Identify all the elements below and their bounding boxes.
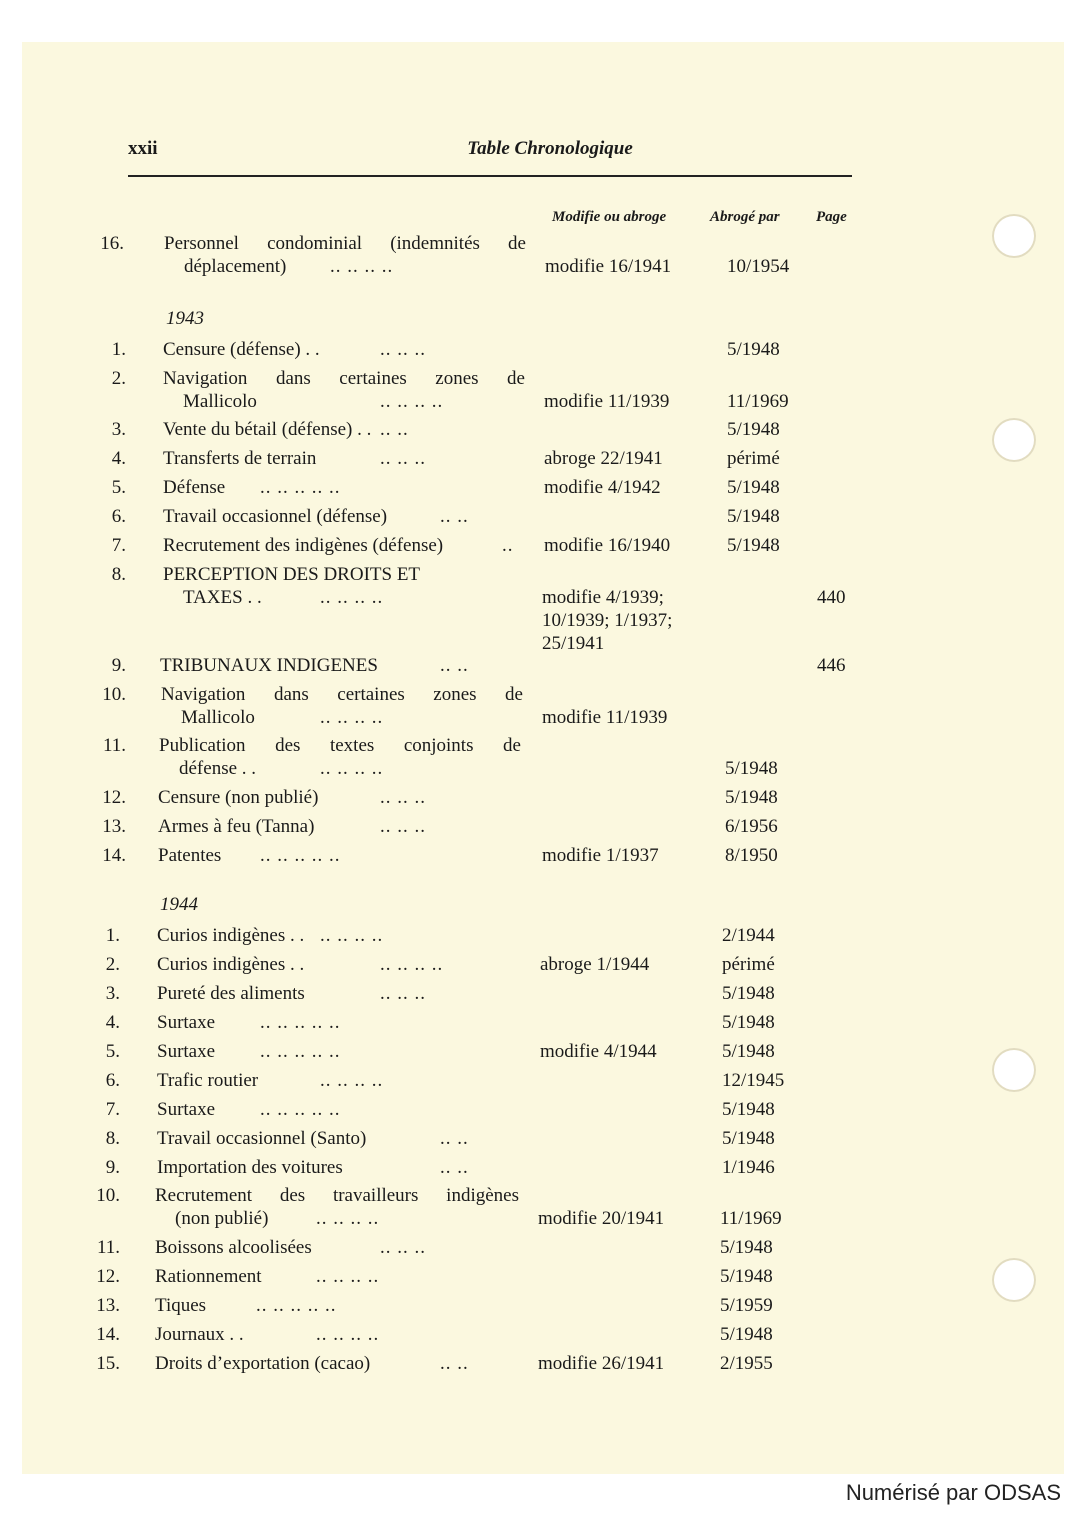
entry-number: 8. bbox=[105, 1128, 120, 1149]
entry-title-line: Droits d’exportation (cacao) bbox=[155, 1353, 371, 1374]
leader-dots: .. .. bbox=[440, 506, 469, 527]
column-header-modifie: Modifie ou abroge bbox=[552, 209, 667, 225]
punch-hole bbox=[992, 1048, 1036, 1092]
abroge-value: 5/1948 bbox=[722, 983, 775, 1004]
abroge-value: périmé bbox=[722, 954, 775, 975]
leader-dots: .. .. .. .. bbox=[320, 587, 384, 608]
entry-title bbox=[157, 953, 519, 976]
entry-title-word: condominial bbox=[267, 233, 363, 254]
entry-title-word: zones bbox=[433, 684, 477, 705]
entry-title-line: Patentes bbox=[158, 845, 222, 866]
entry-title-line: PERCEPTION DES DROITS ET bbox=[163, 564, 421, 585]
abroge-value: 8/1950 bbox=[725, 845, 778, 866]
abroge-value: 5/1948 bbox=[720, 1324, 773, 1345]
leader-dots: .. .. .. bbox=[380, 983, 426, 1004]
modifie-value: modifie 11/1939 bbox=[544, 391, 670, 412]
entry-number: 12. bbox=[96, 1266, 120, 1287]
entry-number: 13. bbox=[96, 1295, 120, 1316]
entry-number: 11. bbox=[102, 735, 126, 756]
abroge-value: 5/1948 bbox=[722, 1041, 775, 1062]
header-rule bbox=[128, 175, 852, 177]
leader-dots: .. .. .. .. .. bbox=[260, 1099, 341, 1120]
entry-title-line: Surtaxe bbox=[157, 1041, 216, 1062]
leader-dots: .. .. .. .. bbox=[380, 391, 444, 412]
modifie-value: modifie 11/1939 bbox=[542, 707, 668, 728]
abroge-value: 5/1948 bbox=[722, 1099, 775, 1120]
entry-number: 5. bbox=[111, 477, 126, 498]
entry-title bbox=[163, 338, 525, 361]
modifie-value: modifie 1/1937 bbox=[542, 845, 659, 866]
leader-dots: .. bbox=[502, 535, 514, 556]
entry-title-word: des bbox=[275, 735, 301, 756]
entry-title-line: Surtaxe bbox=[157, 1012, 216, 1033]
entry-title-line: Défense bbox=[163, 477, 226, 498]
entry-title-line: Curios indigènes . . bbox=[157, 954, 305, 975]
entry-number: 7. bbox=[105, 1099, 120, 1120]
scan-credit: Numérisé par ODSAS bbox=[845, 1480, 1061, 1505]
modifie-value: 10/1939; 1/1937; bbox=[542, 610, 673, 631]
entry-title bbox=[157, 982, 519, 1005]
entry-title-word: Recrutement bbox=[155, 1185, 253, 1206]
entry-number: 9. bbox=[111, 655, 126, 676]
entry-title-word: de bbox=[505, 684, 523, 705]
entry-title bbox=[155, 1294, 519, 1317]
entry-title bbox=[158, 786, 520, 809]
entry-title bbox=[163, 367, 525, 413]
entry-title-line: Tiques bbox=[155, 1295, 207, 1316]
entry-title-line: Vente du bétail (défense) . . bbox=[163, 419, 372, 440]
entry-title-line bbox=[164, 232, 526, 255]
leader-dots: .. .. .. .. bbox=[320, 707, 384, 728]
leader-dots: .. .. .. bbox=[380, 787, 426, 808]
entry-title-line: Importation des voitures bbox=[157, 1157, 343, 1178]
modifie-value: modifie 16/1941 bbox=[545, 256, 672, 277]
modifie-value: modifie 26/1941 bbox=[538, 1353, 665, 1374]
abroge-value: 11/1969 bbox=[720, 1208, 782, 1229]
abroge-value: 5/1948 bbox=[722, 1128, 775, 1149]
entry-title-line bbox=[159, 734, 521, 757]
abroge-value: 5/1948 bbox=[720, 1266, 773, 1287]
column-header-abroge: Abrogé par bbox=[710, 209, 780, 225]
modifie-value: modifie 20/1941 bbox=[538, 1208, 665, 1229]
leader-dots: .. .. .. .. bbox=[316, 1208, 380, 1229]
modifie-value: abroge 1/1944 bbox=[540, 954, 650, 975]
entry-title-line: Armes à feu (Tanna) bbox=[158, 816, 315, 837]
abroge-value: 5/1948 bbox=[725, 758, 778, 779]
entry-number: 2. bbox=[105, 954, 120, 975]
leader-dots: .. .. bbox=[440, 1128, 469, 1149]
entry-title-word: (indemnités bbox=[390, 233, 480, 254]
entry-title-continuation: déplacement) bbox=[184, 256, 287, 277]
leader-dots: .. .. .. bbox=[380, 816, 426, 837]
entry-number: 11. bbox=[96, 1237, 120, 1258]
leader-dots: .. .. .. .. bbox=[316, 1266, 380, 1287]
entry-title-word: Personnel bbox=[164, 233, 239, 254]
entry-title-line bbox=[161, 683, 523, 706]
entry-title bbox=[163, 505, 525, 528]
punch-hole bbox=[992, 214, 1036, 258]
abroge-value: 5/1959 bbox=[720, 1295, 773, 1316]
leader-dots: .. .. bbox=[440, 1157, 469, 1178]
entry-title-line: Censure (défense) . . bbox=[163, 339, 320, 360]
entry-title-word: Publication bbox=[159, 735, 246, 756]
entry-title-continuation: Mallicolo bbox=[183, 391, 257, 412]
abroge-value: périmé bbox=[727, 448, 780, 469]
modifie-value: modifie 4/1939; bbox=[542, 587, 664, 608]
abroge-value: 5/1948 bbox=[727, 477, 780, 498]
entry-number: 9. bbox=[105, 1157, 120, 1178]
abroge-value: 5/1948 bbox=[727, 535, 780, 556]
entry-title-word: des bbox=[279, 1185, 306, 1206]
entry-title-word: dans bbox=[273, 684, 309, 705]
abroge-value: 10/1954 bbox=[727, 256, 790, 277]
entry-title-word: conjoints bbox=[403, 735, 474, 756]
entry-title bbox=[163, 476, 525, 499]
entry-title-word: de bbox=[503, 735, 521, 756]
modifie-value: abroge 22/1941 bbox=[544, 448, 663, 469]
entry-title-line bbox=[155, 1184, 519, 1207]
entry-title-word: zones bbox=[435, 368, 479, 389]
entry-title-line: Trafic routier bbox=[157, 1070, 259, 1091]
leader-dots: .. .. .. .. bbox=[320, 1070, 384, 1091]
leader-dots: .. .. .. .. bbox=[320, 758, 384, 779]
abroge-value: 2/1955 bbox=[720, 1353, 773, 1374]
entry-title-word: Navigation bbox=[161, 684, 246, 705]
modifie-value: modifie 16/1940 bbox=[544, 535, 671, 556]
entry-number: 7. bbox=[111, 535, 126, 556]
entry-number: 10. bbox=[96, 1185, 120, 1206]
modifie-value: modifie 4/1942 bbox=[544, 477, 661, 498]
leader-dots: .. .. .. .. bbox=[320, 925, 384, 946]
entry-title-continuation: défense . . bbox=[179, 758, 257, 779]
entry-number: 3. bbox=[105, 983, 120, 1004]
entry-title-line: Travail occasionnel (défense) bbox=[163, 506, 388, 527]
entry-title-line: Journaux . . bbox=[155, 1324, 244, 1345]
leader-dots: .. .. .. .. bbox=[380, 954, 444, 975]
leader-dots: .. .. bbox=[380, 419, 409, 440]
modifie-value: 25/1941 bbox=[542, 633, 605, 654]
year-heading: 1944 bbox=[160, 894, 198, 915]
entry-number: 13. bbox=[102, 816, 126, 837]
entry-title-word: dans bbox=[275, 368, 311, 389]
entry-title-line: Pureté des aliments bbox=[157, 983, 305, 1004]
abroge-value: 1/1946 bbox=[722, 1157, 775, 1178]
entry-number: 6. bbox=[111, 506, 126, 527]
entry-title-word: certaines bbox=[339, 368, 407, 389]
abroge-value: 12/1945 bbox=[722, 1070, 785, 1091]
entry-title-line: TRIBUNAUX INDIGENES bbox=[160, 655, 378, 676]
entry-title-line: Curios indigènes . . bbox=[157, 925, 305, 946]
column-header-page: Page bbox=[816, 209, 847, 225]
entry-title-line: Censure (non publié) bbox=[158, 787, 319, 808]
entry-number: 4. bbox=[105, 1012, 120, 1033]
entry-title-word: de bbox=[508, 233, 526, 254]
abroge-value: 11/1969 bbox=[727, 391, 789, 412]
entry-title-line: Boissons alcoolisées bbox=[155, 1237, 312, 1258]
abroge-value: 5/1948 bbox=[725, 787, 778, 808]
entry-number: 6. bbox=[105, 1070, 120, 1091]
leader-dots: .. .. .. .. .. bbox=[260, 1041, 341, 1062]
entry-title-continuation: (non publié) bbox=[175, 1208, 269, 1229]
page-value: 440 bbox=[817, 587, 846, 608]
abroge-value: 6/1956 bbox=[725, 816, 778, 837]
entry-number: 3. bbox=[111, 419, 126, 440]
entry-number: 8. bbox=[111, 564, 126, 585]
entry-number: 10. bbox=[102, 684, 126, 705]
entry-number: 14. bbox=[96, 1324, 120, 1345]
entry-title-line bbox=[163, 367, 525, 390]
entry-title-word: de bbox=[507, 368, 525, 389]
entry-title bbox=[163, 534, 525, 557]
entry-title-line: Surtaxe bbox=[157, 1099, 216, 1120]
entry-title-word: Navigation bbox=[163, 368, 248, 389]
entry-title bbox=[163, 447, 525, 470]
entry-number: 14. bbox=[102, 845, 126, 866]
abroge-value: 5/1948 bbox=[727, 339, 780, 360]
entry-number: 2. bbox=[111, 368, 126, 389]
entry-number: 16. bbox=[100, 233, 124, 254]
modifie-value: modifie 4/1944 bbox=[540, 1041, 657, 1062]
entry-title bbox=[158, 815, 520, 838]
leader-dots: .. .. .. .. .. bbox=[260, 1012, 341, 1033]
running-title: Table Chronologique bbox=[467, 138, 633, 159]
entry-title-word: travailleurs bbox=[332, 1185, 419, 1206]
entry-number: 4. bbox=[111, 448, 126, 469]
punch-hole bbox=[992, 418, 1036, 462]
entry-title-line: Recrutement des indigènes (défense) bbox=[163, 535, 444, 556]
entry-number: 15. bbox=[96, 1353, 120, 1374]
entry-number: 5. bbox=[105, 1041, 120, 1062]
entry-title-line: Travail occasionnel (Santo) bbox=[157, 1128, 367, 1149]
abroge-value: 5/1948 bbox=[720, 1237, 773, 1258]
entry-title-continuation: Mallicolo bbox=[181, 707, 255, 728]
entry-number: 1. bbox=[105, 925, 120, 946]
entry-title bbox=[155, 1236, 519, 1259]
leader-dots: .. .. bbox=[440, 1353, 469, 1374]
abroge-value: 5/1948 bbox=[722, 1012, 775, 1033]
abroge-value: 5/1948 bbox=[727, 506, 780, 527]
leader-dots: .. .. .. .. bbox=[316, 1324, 380, 1345]
entry-title-word: textes bbox=[329, 735, 375, 756]
leader-dots: .. .. .. .. .. bbox=[256, 1295, 337, 1316]
leader-dots: .. .. .. bbox=[380, 339, 426, 360]
abroge-value: 5/1948 bbox=[727, 419, 780, 440]
entry-title-line: Rationnement bbox=[155, 1266, 262, 1287]
leader-dots: .. .. .. .. .. bbox=[260, 845, 341, 866]
entry-title bbox=[163, 418, 525, 441]
leader-dots: .. .. .. bbox=[380, 1237, 426, 1258]
entry-number: 12. bbox=[102, 787, 126, 808]
page-number: xxii bbox=[128, 138, 158, 159]
entry-title-continuation: TAXES . . bbox=[183, 587, 262, 608]
year-heading: 1943 bbox=[166, 308, 204, 329]
leader-dots: .. .. .. .. bbox=[330, 256, 394, 277]
leader-dots: .. .. .. .. .. bbox=[260, 477, 341, 498]
entry-number: 1. bbox=[111, 339, 126, 360]
entry-title-word: indigènes bbox=[446, 1185, 519, 1206]
page-value: 446 bbox=[817, 655, 846, 676]
leader-dots: .. .. bbox=[440, 655, 469, 676]
entry-title-word: certaines bbox=[337, 684, 405, 705]
entry-title-line: Transferts de terrain bbox=[163, 448, 317, 469]
punch-hole bbox=[992, 1258, 1036, 1302]
leader-dots: .. .. .. bbox=[380, 448, 426, 469]
abroge-value: 2/1944 bbox=[722, 925, 775, 946]
